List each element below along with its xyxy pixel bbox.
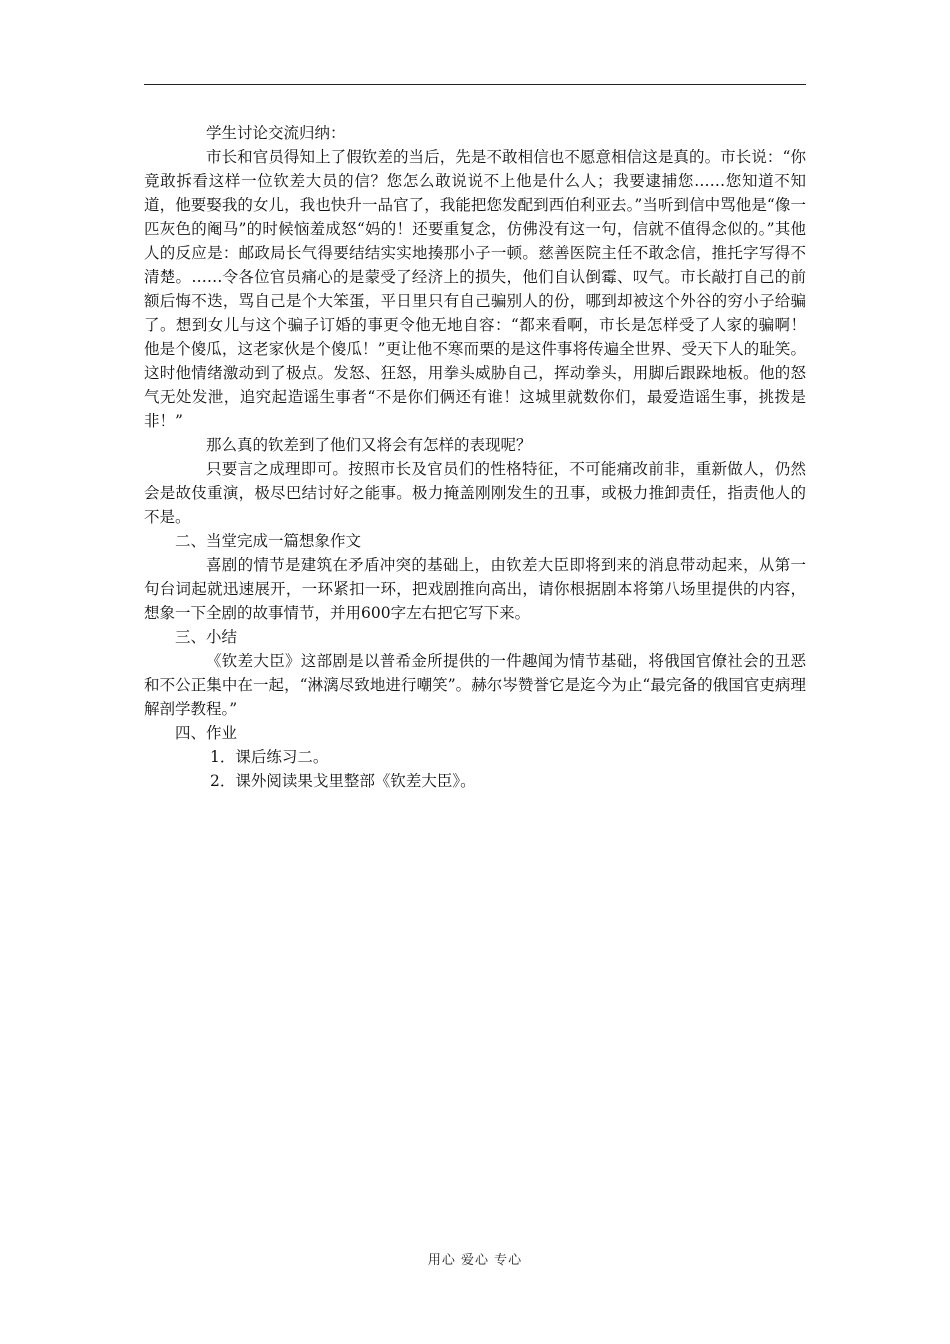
section-heading: 三、小结 xyxy=(175,628,238,646)
section-heading: 四、作业 xyxy=(175,724,238,742)
paragraph: 喜剧的情节是建筑在矛盾冲突的基础上，由钦差大臣即将到来的消息带动起来，从第一句台词起就迅速展开，一环紧扣一环，把戏剧推向高出，请你根据剧本将第八场里提供的内容，想象一下全剧的故事情节，并用600字左右把它写下来。 xyxy=(144,556,806,622)
paragraph: 市长和官员得知上了假钦差的当后，先是不敢相信也不愿意相信这是真的。市长说：“你竟敢拆看这样一位钦差大员的信？您怎么敢说说不上他是什么人；我要逮捕您……您知道不知道，他要娶我的女儿，我也快升一品官了，我能把您发配到西伯利亚去。”当听到信中骂他是“像一匹灰色的阉马”的时候恼羞成怒“妈的！还要重复念，仿佛没有这一句，信就不值得念似的。”其他人的反应是：邮政局长气得要结结实实地揍那小子一顿。慈善医院主任不敢念信，推托字写得不清楚。……令各位官员痛心的是蒙受了经济上的损失，他们自认倒霉、叹气。市长敲打自己的前额后悔不迭，骂自己是个大笨蛋，平日里只有自己骗别人的份，哪到却被这个外谷的穷小子给骗了。想到女儿与这个骗子订婚的事更令他无地自容：“都来看啊，市长是怎样受了人家的骗啊！ 他是个傻瓜，这老家伙是个傻瓜！”更让他不寒而栗的是这件事将传遍全世界、受天下人的耻笑。这时他情绪激动到了极点。发怒、狂怒，用拳头威胁自己，挥动拳头，用脚后跟跺地板。他的怒气无处发泄，追究起造谣生事者“不是你们俩还有谁！这城里就数你们，最爱造谣生事，挑拨是非！” xyxy=(144,148,806,430)
document-body xyxy=(144,121,806,793)
paragraph: 那么真的钦差到了他们又将会有怎样的表现呢？ xyxy=(206,436,532,454)
page-footer: 用心 爱心 专心 xyxy=(427,1253,523,1268)
paragraph: 《钦差大臣》这部剧是以普希金所提供的一件趣闻为情节基础，将俄国官僚社会的丑恶和不公正集中在一起，“淋漓尽致地进行嘲笑”。赫尔岑赞誉它是迄今为止“最完备的俄国官吏病理解剖学教程。” xyxy=(144,652,806,718)
header-rule xyxy=(144,84,806,85)
section-heading: 二、当堂完成一篇想象作文 xyxy=(175,532,362,550)
paragraph: 学生讨论交流归纳： xyxy=(206,124,346,142)
list-item: 2．课外阅读果戈里整部《钦差大臣》。 xyxy=(210,772,476,790)
list-item: 1．课后练习二。 xyxy=(210,748,329,766)
paragraph: 只要言之成理即可。按照市长及官员们的性格特征，不可能痛改前非，重新做人，仍然会是故伎重演，极尽巴结讨好之能事。极力掩盖刚刚发生的丑事，或极力推卸责任，指责他人的不是。 xyxy=(144,460,806,526)
